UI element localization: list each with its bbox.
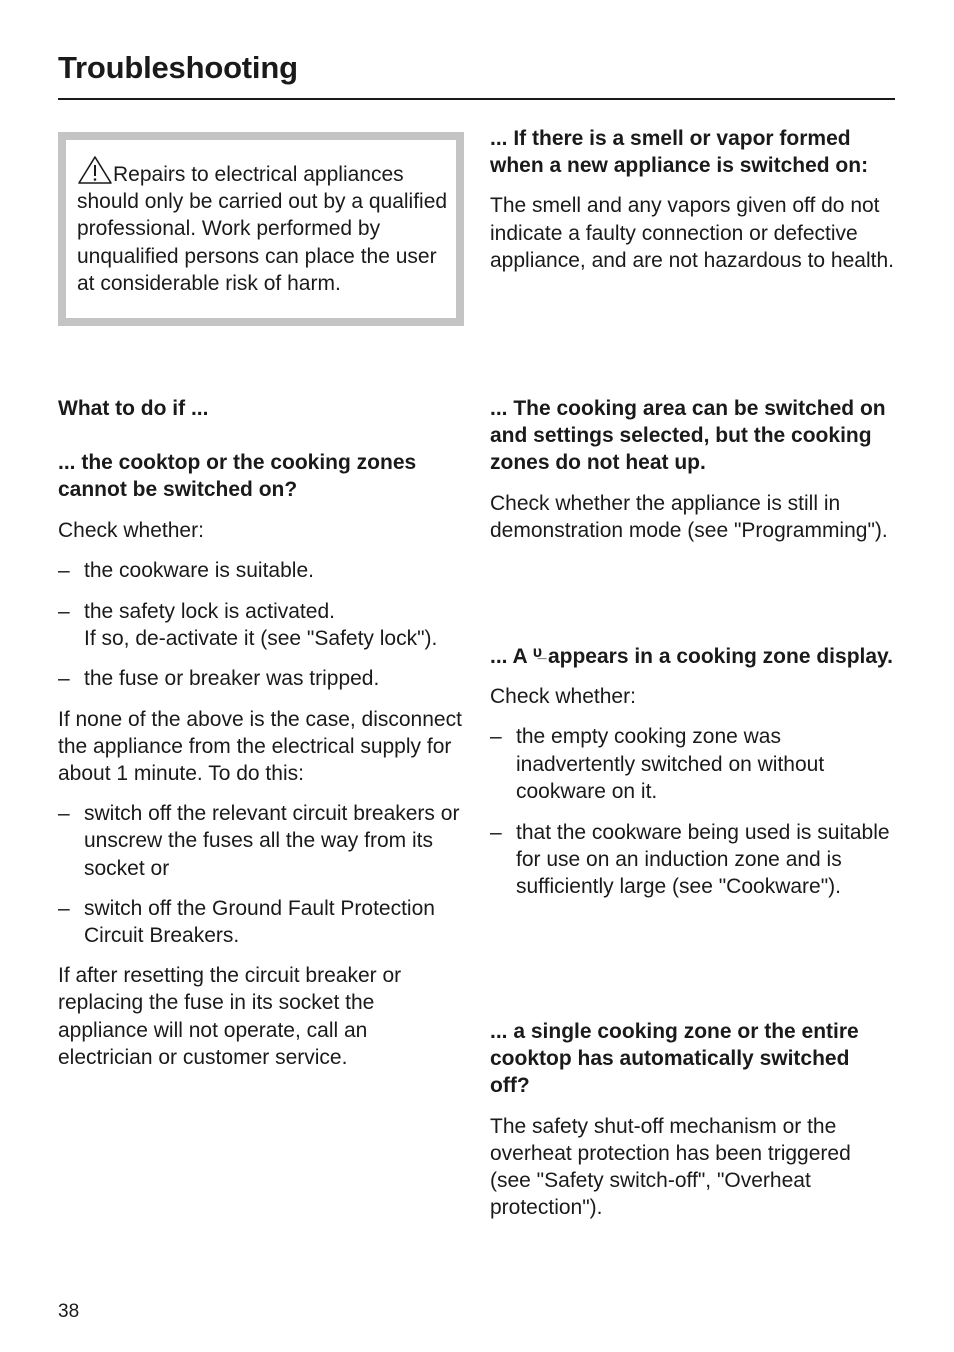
heading-suffix: appears in a cooking zone display. (547, 645, 893, 668)
auto-off-answer: The safety shut-off mechanism or the overheat protection has been triggered (see "Safety switch-off", "Overheat protection"). (490, 1114, 851, 1220)
question-auto-off-heading: ... a single cooking zone or the entire cooktop has automatically switched off? (490, 1020, 859, 1098)
page-number: 38 (58, 1301, 80, 1322)
list-item-text: switch off the Ground Fault Protection Circuit Breakers. (84, 896, 435, 948)
list-item-subtext: If so, de-activate it (see "Safety lock"). (84, 627, 438, 651)
check-whether-text: Check whether: (490, 685, 636, 709)
list-item (58, 557, 463, 584)
dash-icon: – (58, 667, 70, 691)
symbol-section (490, 639, 894, 901)
page-title: Troubleshooting (58, 50, 298, 85)
warning-triangle-icon (77, 155, 113, 185)
dash-icon: – (58, 896, 70, 920)
list-item (490, 723, 894, 805)
title-rule (58, 98, 895, 100)
reset-paragraph: If after resetting the circuit breaker or replacing the fuse in its socket the appliance will not operate, call an electrician or customer service. (58, 964, 402, 1069)
disconnect-paragraph: If none of the above is the case, disconnect the appliance from the electrical supply for about 1 minute. To do this: (58, 707, 462, 786)
list-item-text: that the cookware being used is suitable for use on an induction zone and is sufficiently large (see "Cookware"). (516, 821, 890, 899)
list-item-text: the empty cooking zone was inadvertently switched on without cookware on it. (516, 725, 825, 803)
heading-prefix: ... A (490, 645, 527, 668)
question-smell-heading: ... If there is a smell or vapor formed when a new appliance is switched on: (490, 127, 869, 178)
auto-off-section (490, 1018, 894, 1221)
question-symbol-heading (490, 639, 894, 670)
warning-text (77, 155, 457, 297)
dash-icon: – (58, 558, 70, 582)
smell-section (490, 125, 894, 274)
dash-icon: – (58, 802, 70, 826)
no-heat-section (490, 395, 894, 544)
list-item (58, 665, 463, 692)
list-item-text: the fuse or breaker was tripped. (84, 667, 380, 691)
no-heat-answer: Check whether the appliance is still in demonstration mode (see "Programming"). (490, 491, 888, 542)
check-list (58, 557, 463, 693)
smell-answer: The smell and any vapors given off do not indicate a faulty connection or defective appliance, and are not hazardous to health. (490, 194, 894, 272)
disconnect-list (58, 800, 463, 949)
dash-icon: – (490, 821, 502, 845)
list-item (58, 598, 463, 652)
section-heading-what-to-do: What to do if ... (58, 397, 209, 420)
question-not-switch-on-heading: ... the cooktop or the cooking zones cannot be switched on? (58, 451, 417, 502)
list-item (58, 800, 463, 882)
dash-icon: – (58, 600, 70, 624)
list-item-text: the safety lock is activated. (84, 600, 335, 624)
warning-box (58, 132, 464, 326)
zone-symbol-icon: ᴜ̲ (532, 644, 543, 661)
symbol-check-list (490, 723, 894, 900)
question-no-heat-heading: ... The cooking area can be switched on and settings selected, but the cooking zones do not heat up. (490, 397, 886, 475)
left-column (58, 395, 463, 1071)
dash-icon: – (490, 725, 502, 749)
list-item-text: the cookware is suitable. (84, 558, 314, 582)
list-item (58, 895, 463, 949)
check-whether-text: Check whether: (58, 518, 204, 542)
warning-message: Repairs to electrical appliances should only be carried out by a qualified professional. Work performed by unqualified persons can place the user at considerable risk of harm. (77, 163, 448, 295)
list-item (490, 819, 894, 901)
list-item-text: switch off the relevant circuit breakers or unscrew the fuses all the way from its socket or (84, 802, 460, 880)
